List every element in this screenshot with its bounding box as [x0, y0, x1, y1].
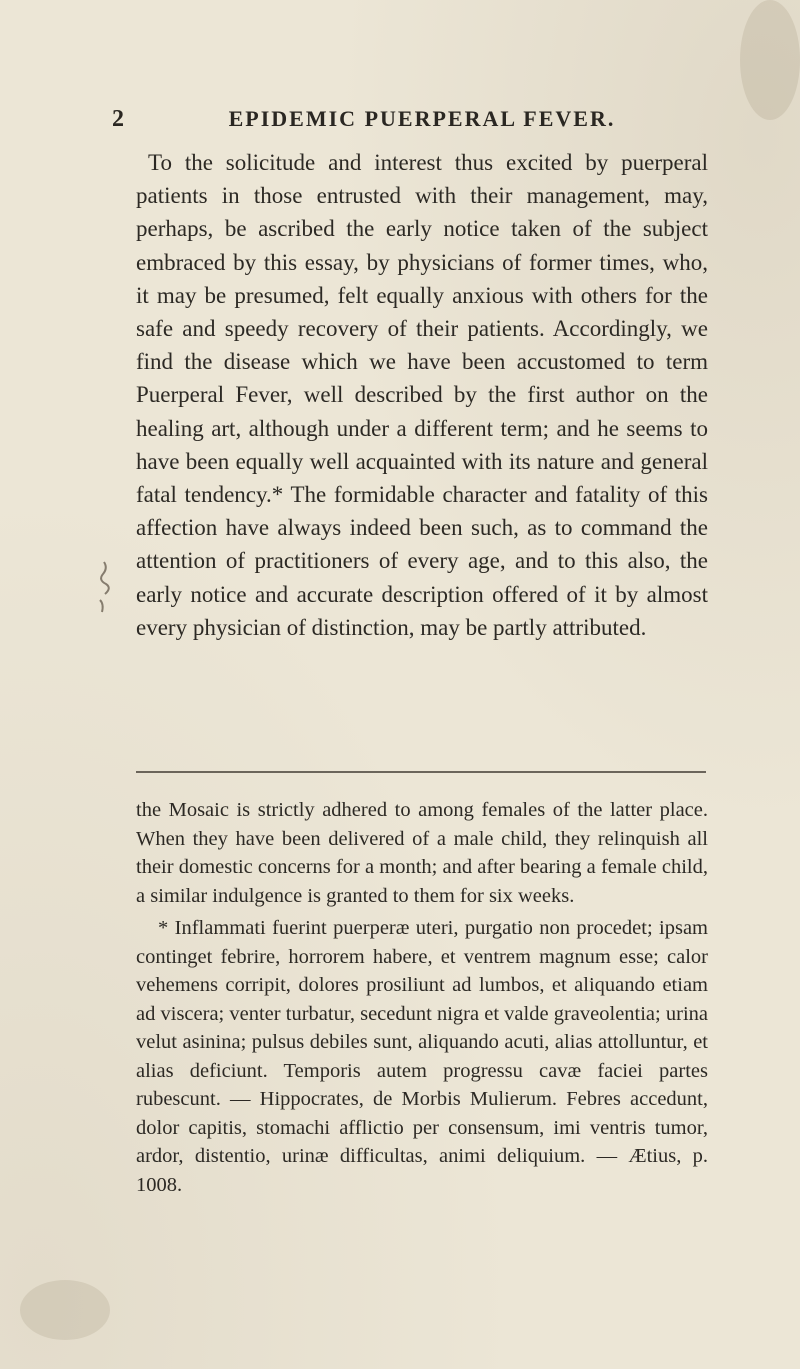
ink-smudge-mark — [94, 560, 116, 614]
running-head: EPIDEMIC PUERPERAL FEVER. — [228, 106, 616, 131]
paper-stain — [740, 0, 800, 120]
paper-stain — [20, 1280, 110, 1340]
page-header — [112, 106, 692, 146]
footnote-continued: the Mosaic is strictly adhered to among females of the latter place. When they have been delivered of a male child, they relinquish all their domestic concerns for a month; and after bearing a female child, a similar indulgence is granted to them for six weeks. — [136, 799, 708, 907]
footnote-rule — [136, 771, 706, 773]
page-number: 2 — [112, 106, 124, 132]
footnote-star: * Inflammati fuerint puerperæ uteri, purgatio non procedet; ipsam continget febrire, horrorem habere, et ventrem magnum esse; calor vehemens corripit, dolores prosiliunt ad lumbos, et aliquando etiam ad viscera; venter turbatur, secedunt nigra et valde graveolentia; urina velut asinina; pulsus debiles sunt, aliquando acuti, alias attolluntur, et alias deficiunt. Temporis autem progressu cavæ faciei partes rubescunt. — Hippocrates, de Morbis Mulierum. Febres accedunt, dolor capitis, stomachi afflictio per consensum, imi ventris tumor, ardor, distentio, urinæ difficultas, animi deliquium. — Ætius, p. 1008. — [136, 917, 708, 1196]
main-paragraph: To the solicitude and interest thus excited by puerperal patients in those entrusted with their management, may, perhaps, be ascribed the early notice taken of the subject embraced by this essay, by physicians of former times, who, it may be presumed, felt equally anxious with others for the safe and speedy recovery of their patients. Accordingly, we find the disease which we have been accustomed to term Puerperal Fever, well described by the first author on the healing art, although under a different term; and he seems to have been equally well acquainted with its nature and general fatal tendency.* The formidable character and fatality of this affection have always indeed been such, as to command the attention of practitioners of every age, and to this also, the early notice and accurate description offered of it by almost every physician of distinction, may be partly attributed. — [136, 150, 708, 640]
